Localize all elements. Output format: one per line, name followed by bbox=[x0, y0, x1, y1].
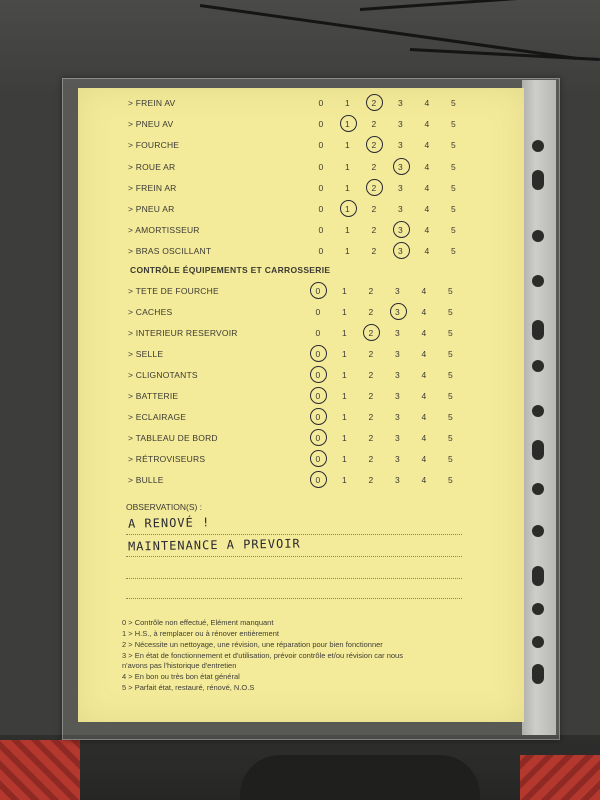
score-option: 3 bbox=[395, 412, 400, 422]
score-option: 0 bbox=[315, 370, 321, 380]
score-circle-mark bbox=[340, 200, 357, 217]
checklist-item-label: > AMORTISSEUR bbox=[128, 225, 200, 236]
score-option: 0 bbox=[318, 246, 324, 257]
checklist-item-label: > FOURCHE bbox=[128, 140, 180, 151]
score-option: 1 bbox=[342, 475, 347, 485]
score-option: 1 bbox=[342, 454, 347, 464]
score-option: 4 bbox=[421, 370, 427, 380]
score-option: 0 bbox=[315, 475, 321, 485]
score-option: 5 bbox=[451, 140, 456, 151]
handwritten-note: MAINTENANCE A PREVOIR bbox=[127, 536, 301, 554]
score-option: 0 bbox=[318, 140, 324, 151]
score-option: 5 bbox=[448, 349, 453, 359]
checklist-row bbox=[78, 450, 524, 468]
checklist-row bbox=[78, 345, 524, 363]
score-option: 4 bbox=[424, 204, 430, 214]
checklist-item-label: > RÉTROVISEURS bbox=[128, 454, 206, 464]
score-option: 5 bbox=[451, 98, 456, 108]
score-option: 5 bbox=[448, 433, 453, 443]
score-option: 3 bbox=[395, 307, 400, 317]
score-option: 1 bbox=[342, 328, 347, 338]
score-option: 0 bbox=[315, 349, 321, 359]
punch-hole bbox=[532, 483, 544, 495]
score-option: 5 bbox=[448, 412, 453, 422]
inspection-sheet bbox=[78, 88, 524, 722]
score-option: 2 bbox=[368, 370, 374, 380]
score-option: 2 bbox=[371, 161, 377, 172]
score-option: 2 bbox=[368, 412, 374, 422]
handwritten-note: A RENOVÉ ! bbox=[127, 515, 211, 531]
score-option: 1 bbox=[342, 286, 347, 296]
observation-line bbox=[126, 578, 462, 579]
punch-hole bbox=[532, 405, 544, 417]
checklist-item-label: > TETE DE FOURCHE bbox=[128, 286, 219, 296]
score-option: 2 bbox=[368, 454, 374, 464]
score-circle-mark bbox=[310, 408, 327, 425]
score-option: 3 bbox=[398, 225, 403, 236]
score-option: 5 bbox=[451, 119, 456, 130]
score-option: 5 bbox=[451, 161, 456, 172]
floor-background bbox=[0, 0, 600, 90]
score-option: 5 bbox=[448, 286, 453, 296]
score-option: 5 bbox=[451, 182, 456, 193]
score-option: 1 bbox=[342, 412, 347, 422]
checklist-row bbox=[78, 366, 524, 384]
score-option: 3 bbox=[398, 140, 403, 151]
score-option: 0 bbox=[315, 307, 321, 317]
checklist-item-label: > ECLAIRAGE bbox=[128, 412, 187, 422]
checklist-row bbox=[78, 200, 524, 218]
score-option: 5 bbox=[448, 307, 453, 317]
score-option: 3 bbox=[398, 246, 403, 257]
score-option: 3 bbox=[395, 328, 400, 338]
punch-hole bbox=[532, 170, 544, 190]
score-circle-mark bbox=[310, 282, 327, 299]
score-option: 4 bbox=[424, 246, 430, 257]
score-option: 0 bbox=[318, 204, 324, 214]
score-option: 2 bbox=[368, 475, 374, 485]
score-circle-mark bbox=[310, 471, 327, 488]
score-option: 0 bbox=[315, 412, 321, 422]
score-option: 2 bbox=[371, 225, 377, 236]
checklist-item-label: > ROUE AR bbox=[128, 161, 176, 172]
checklist-row bbox=[78, 242, 524, 260]
score-option: 2 bbox=[368, 391, 374, 401]
score-option: 3 bbox=[398, 204, 403, 214]
checklist-row bbox=[78, 115, 524, 133]
score-circle-mark bbox=[310, 387, 327, 404]
score-option: 0 bbox=[315, 328, 321, 338]
score-option: 0 bbox=[315, 391, 321, 401]
checklist-row bbox=[78, 408, 524, 426]
score-option: 0 bbox=[318, 161, 324, 172]
score-option: 1 bbox=[342, 349, 347, 359]
score-option: 5 bbox=[448, 370, 453, 380]
score-option: 4 bbox=[424, 140, 430, 151]
score-option: 2 bbox=[368, 433, 374, 443]
score-option: 5 bbox=[448, 391, 453, 401]
score-option: 4 bbox=[421, 286, 427, 296]
score-option: 3 bbox=[398, 182, 403, 193]
score-option: 3 bbox=[398, 161, 403, 172]
checklist-row bbox=[78, 429, 524, 447]
score-option: 1 bbox=[345, 246, 350, 257]
score-option: 1 bbox=[345, 140, 350, 151]
checklist-row bbox=[78, 158, 524, 176]
score-option: 0 bbox=[318, 182, 324, 193]
legend-line: 4 > En bon ou très bon état général bbox=[122, 672, 240, 681]
checklist-item-label: > BATTERIE bbox=[128, 391, 179, 401]
score-circle-mark bbox=[310, 429, 327, 446]
checklist-item-label: > FREIN AR bbox=[128, 182, 177, 193]
score-option: 3 bbox=[395, 475, 400, 485]
score-option: 0 bbox=[315, 433, 321, 443]
score-option: 3 bbox=[395, 433, 400, 443]
checklist-item-label: > INTERIEUR RESERVOIR bbox=[128, 328, 238, 338]
checklist-row bbox=[78, 282, 524, 300]
score-circle-mark bbox=[363, 324, 380, 341]
red-mat bbox=[0, 740, 80, 800]
score-option: 5 bbox=[448, 328, 453, 338]
score-option: 3 bbox=[398, 119, 403, 130]
checklist-row bbox=[78, 387, 524, 405]
checklist-row bbox=[78, 179, 524, 197]
punch-hole bbox=[532, 140, 544, 152]
checklist-item-label: > CLIGNOTANTS bbox=[128, 370, 198, 380]
punch-hole bbox=[532, 230, 544, 242]
score-option: 5 bbox=[451, 225, 456, 236]
score-option: 3 bbox=[395, 286, 400, 296]
score-option: 4 bbox=[424, 119, 430, 130]
score-option: 1 bbox=[342, 307, 347, 317]
legend-line: 3 > En état de fonctionnement et d'utilisation, prévoir contrôle et/ou révision car nous bbox=[122, 651, 403, 660]
score-option: 4 bbox=[424, 182, 430, 193]
score-option: 1 bbox=[345, 225, 350, 236]
score-option: 1 bbox=[342, 391, 347, 401]
punch-hole bbox=[532, 603, 544, 615]
score-option: 3 bbox=[395, 370, 400, 380]
checklist-item-label: > BULLE bbox=[128, 475, 164, 485]
legend-line: 5 > Parfait état, restauré, rénové, N.O.S bbox=[122, 683, 255, 692]
observation-line bbox=[126, 556, 462, 557]
score-option: 1 bbox=[342, 370, 347, 380]
score-option: 1 bbox=[345, 161, 350, 172]
score-option: 2 bbox=[368, 349, 374, 359]
score-option: 4 bbox=[424, 225, 430, 236]
score-option: 1 bbox=[342, 433, 347, 443]
score-option: 4 bbox=[421, 433, 427, 443]
observation-line bbox=[126, 598, 462, 599]
checklist-row bbox=[78, 221, 524, 239]
score-option: 0 bbox=[318, 225, 324, 236]
score-option: 4 bbox=[424, 161, 430, 172]
checklist-item-label: > TABLEAU DE BORD bbox=[128, 433, 218, 443]
punch-hole bbox=[532, 664, 544, 684]
score-circle-mark bbox=[393, 242, 410, 259]
score-circle-mark bbox=[310, 366, 327, 383]
score-option: 2 bbox=[371, 182, 377, 193]
score-option: 1 bbox=[345, 98, 350, 108]
legend-line: 1 > H.S., à remplacer ou à rénover entièrement bbox=[122, 629, 279, 638]
score-option: 5 bbox=[451, 204, 456, 214]
punch-hole bbox=[532, 636, 544, 648]
score-option: 0 bbox=[315, 454, 321, 464]
score-circle-mark bbox=[366, 94, 383, 111]
score-option: 2 bbox=[368, 307, 374, 317]
score-option: 4 bbox=[421, 307, 427, 317]
score-option: 1 bbox=[345, 204, 350, 214]
score-option: 3 bbox=[398, 98, 403, 108]
score-option: 4 bbox=[421, 412, 427, 422]
checklist-row bbox=[78, 94, 524, 112]
score-circle-mark bbox=[366, 179, 383, 196]
score-option: 2 bbox=[371, 246, 377, 257]
score-option: 5 bbox=[451, 246, 456, 257]
score-circle-mark bbox=[340, 115, 357, 132]
score-circle-mark bbox=[390, 303, 407, 320]
score-option: 4 bbox=[421, 391, 427, 401]
section-title: CONTRÔLE ÉQUIPEMENTS ET CARROSSERIE bbox=[130, 265, 331, 275]
punch-hole bbox=[532, 525, 544, 537]
score-option: 3 bbox=[395, 349, 400, 359]
score-option: 2 bbox=[371, 140, 377, 151]
red-mat bbox=[520, 755, 600, 800]
score-option: 4 bbox=[421, 349, 427, 359]
score-option: 2 bbox=[371, 98, 377, 108]
legend-line: 0 > Contrôle non effectué, Elément manquant bbox=[122, 618, 274, 627]
score-option: 2 bbox=[371, 204, 377, 214]
checklist-row bbox=[78, 471, 524, 489]
checklist-item-label: > SELLE bbox=[128, 349, 164, 359]
checklist-row bbox=[78, 324, 524, 342]
score-option: 5 bbox=[448, 454, 453, 464]
checklist-item-label: > BRAS OSCILLANT bbox=[128, 246, 212, 257]
observations-title: OBSERVATION(S) : bbox=[126, 502, 203, 512]
checklist-item-label: > FREIN AV bbox=[128, 98, 176, 108]
punch-hole bbox=[532, 275, 544, 287]
checklist-item-label: > CACHES bbox=[128, 307, 173, 317]
dark-object bbox=[240, 755, 480, 800]
score-option: 4 bbox=[421, 454, 427, 464]
score-option: 0 bbox=[315, 286, 321, 296]
score-circle-mark bbox=[310, 450, 327, 467]
score-option: 4 bbox=[424, 98, 430, 108]
score-option: 3 bbox=[395, 454, 400, 464]
score-circle-mark bbox=[310, 345, 327, 362]
checklist-item-label: > PNEU AV bbox=[128, 119, 174, 130]
punch-hole bbox=[532, 360, 544, 372]
score-option: 1 bbox=[345, 119, 350, 130]
legend-line: n'avons pas l'historique d'entretien bbox=[122, 661, 237, 670]
legend-line: 2 > Nécessite un nettoyage, une révision, une réparation pour bien fonctionner bbox=[122, 640, 383, 649]
score-option: 0 bbox=[318, 98, 324, 108]
checklist-item-label: > PNEU AR bbox=[128, 204, 175, 214]
score-option: 4 bbox=[421, 475, 427, 485]
score-option: 0 bbox=[318, 119, 324, 130]
score-option: 3 bbox=[395, 391, 400, 401]
score-circle-mark bbox=[366, 136, 383, 153]
punch-hole bbox=[532, 566, 544, 586]
score-option: 4 bbox=[421, 328, 427, 338]
score-option: 2 bbox=[371, 119, 377, 130]
punch-hole bbox=[532, 440, 544, 460]
observation-line bbox=[126, 534, 462, 535]
score-circle-mark bbox=[393, 221, 410, 238]
score-option: 5 bbox=[448, 475, 453, 485]
score-option: 1 bbox=[345, 182, 350, 193]
score-option: 2 bbox=[368, 286, 374, 296]
checklist-row bbox=[78, 303, 524, 321]
score-circle-mark bbox=[393, 158, 410, 175]
score-option: 2 bbox=[368, 328, 374, 338]
punch-hole bbox=[532, 320, 544, 340]
checklist-row bbox=[78, 136, 524, 154]
